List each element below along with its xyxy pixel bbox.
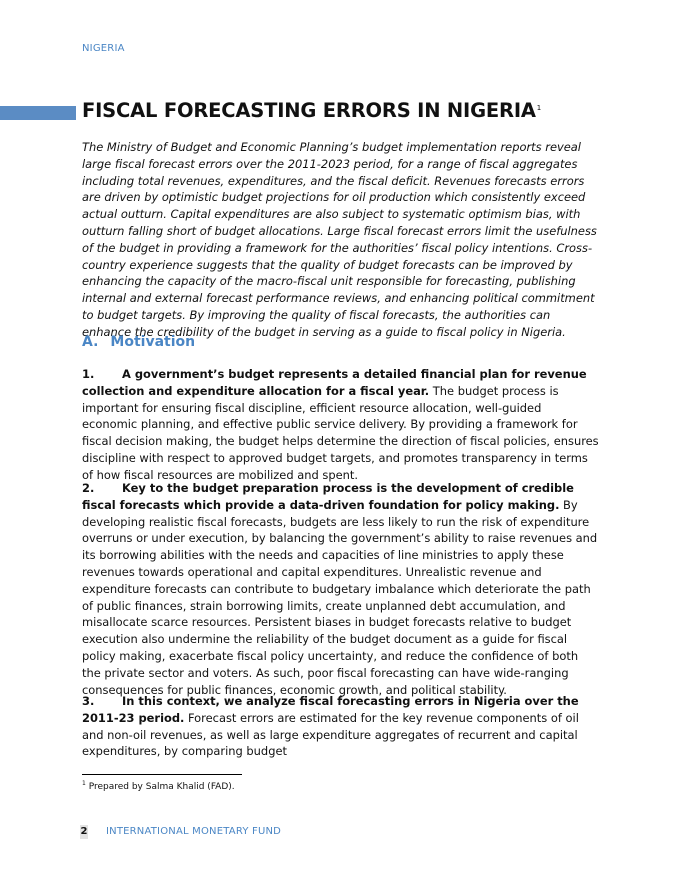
paragraph-body: The budget process is important for ensuring fiscal discipline, efficient resource allocation, well-guided economic planning, and effective public service delivery. By providing a framework for fiscal decision making, the budget helps determine the direction of fiscal policies, ensures discipline with respect to approved budget targets, and promotes transparency in terms of how fiscal resources are mobilized and spent. [82, 383, 599, 482]
paragraph-1 [82, 366, 600, 484]
page-number: 2 [80, 826, 88, 837]
section-letter: A. [82, 334, 99, 350]
footnote-mark: 1 [82, 780, 86, 787]
paragraph-number: 1. [82, 367, 95, 381]
paragraph-lead: Key to the budget preparation process is the development of credible fiscal forecasts which provide a data-driven foundation for policy making. [82, 481, 574, 512]
paragraph-number: 2. [82, 481, 95, 495]
title-accent-bar [0, 106, 76, 120]
page-title [82, 99, 541, 122]
paragraph-number: 3. [82, 694, 95, 708]
paragraph-body: Forecast errors are estimated for the key revenue components of oil and non-oil revenues, as well as large expenditure aggregates of recurrent and capital expenditures, by comparing budget [82, 710, 579, 759]
paragraph-2 [82, 480, 600, 698]
section-heading [82, 334, 195, 350]
page-title-text: FISCAL FORECASTING ERRORS IN NIGERIA [82, 99, 536, 122]
paragraph-body: By developing realistic fiscal forecasts, budgets are less likely to run the risk of expenditure overruns or under execution, by balancing the government’s ability to raise revenues and its borrowing abilities with the needs and capacities of line ministries to apply these revenues towards operational and capital expenditures. Unrealistic revenue and expenditure forecasts can contribute to budgetary imbalance which deteriorate the path of public finances, strain borrowing limits, create unplanned debt accumulation, and misallocate scarce resources. Persistent biases in budget forecasts relative to budget execution also undermine the reliability of the budget document as a guide for fiscal policy making, exacerbate fiscal policy uncertainty, and reduce the confidence of both the private sector and voters. As such, poor fiscal forecasting can have wide-ranging consequences for public finances, economic growth, and political stability. [82, 497, 598, 697]
abstract: The Ministry of Budget and Economic Planning’s budget implementation reports reveal large fiscal forecast errors over the 2011-2023 period, for a range of fiscal aggregates including total revenues, expenditures, and the fiscal deficit. Revenues forecasts errors are driven by optimistic budget projections for oil production which consistently exceed actual outturn. Capital expenditures are also subject to systematic optimism bias, with outturn falling short of budget allocations. Large fiscal forecast errors limit the usefulness of the budget in providing a framework for the authorities’ fiscal policy intentions. Cross-country experience suggests that the quality of budget forecasts can be improved by enhancing the capacity of the macro-fiscal unit responsible for forecasting, publishing internal and external forecast performance reviews, and enhancing political commitment to budget targets. By improving the quality of fiscal forecasts, the authorities can enhance the credibility of the budget in serving as a guide to fiscal policy in Nigeria. [82, 140, 597, 339]
running-footer: INTERNATIONAL MONETARY FUND [106, 826, 282, 837]
footnote-text: Prepared by Salma Khalid (FAD). [85, 782, 235, 792]
title-footnote-mark: 1 [536, 103, 542, 112]
section-title: Motivation [110, 334, 196, 350]
paragraph-lead: In this context, we analyze fiscal forecasting errors in Nigeria over the 2011-23 period. [82, 694, 579, 725]
footnote [82, 780, 235, 792]
paragraph-3 [82, 693, 600, 760]
paragraph-lead: A government’s budget represents a detailed financial plan for revenue collection and expenditure allocation for a fiscal year. [82, 367, 587, 398]
footnote-divider [82, 774, 242, 775]
running-header: NIGERIA [82, 43, 125, 54]
